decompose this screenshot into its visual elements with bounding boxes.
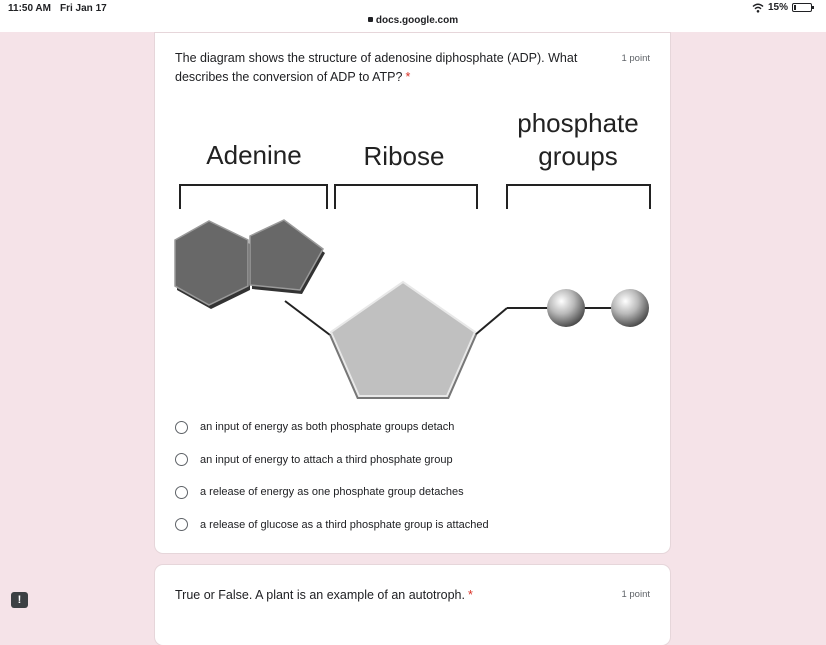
radio-button[interactable] [175,518,188,531]
radio-button[interactable] [175,421,188,434]
label-adenine: Adenine [206,140,302,170]
status-icons [752,2,812,13]
bracket-phosphate [507,185,650,209]
required-asterisk: * [405,70,411,84]
question-card-autotroph [155,565,670,645]
option-label: an input of energy to attach a third phosphate group [200,453,453,466]
label-phosphate-line2: groups [538,141,618,171]
bond-ribose-phosphate-a [475,308,507,335]
url-text: docs.google.com [375,15,459,26]
date: Fri Jan 17 [60,3,107,14]
question-card-adp [155,33,670,553]
battery-icon [792,3,812,12]
report-problem-button[interactable]: ! [11,592,28,608]
option-label: a release of energy as one phosphate group detaches [200,486,464,499]
address-bar[interactable] [0,15,826,26]
phosphate-group-2 [611,289,649,327]
status-bar [0,0,826,32]
question-title: True or False. A plant is an example of an autotroph. * [175,588,473,602]
option-label: a release of glucose as a third phosphate group is attached [200,518,489,531]
lock-icon [368,17,373,22]
phosphate-group-1 [547,289,585,327]
adenine-rings [175,220,325,309]
radio-button[interactable] [175,453,188,466]
adp-diagram [155,103,670,403]
question-points: 1 point [621,589,650,600]
clock: 11:50 AM [8,3,51,14]
battery-percent: 15% [767,2,788,13]
question-title: The diagram shows the structure of adenosine diphosphate (ADP). What describes the conversion of ADP to ATP? * [175,51,578,84]
label-phosphate-line1: phosphate [517,108,639,138]
radio-button[interactable] [175,486,188,499]
option-4[interactable] [175,509,489,542]
bond-adenine-ribose [285,301,330,335]
bracket-adenine [180,185,327,209]
option-2[interactable] [175,444,489,477]
option-label: an input of energy as both phosphate groups detach [200,421,455,434]
wifi-icon [752,3,764,13]
question-points: 1 point [621,53,650,64]
option-3[interactable] [175,476,489,509]
answer-options [175,411,489,541]
required-asterisk: * [467,588,473,602]
option-1[interactable] [175,411,489,444]
ribose-ring [329,282,477,399]
bracket-ribose [335,185,477,209]
label-ribose: Ribose [363,141,445,171]
